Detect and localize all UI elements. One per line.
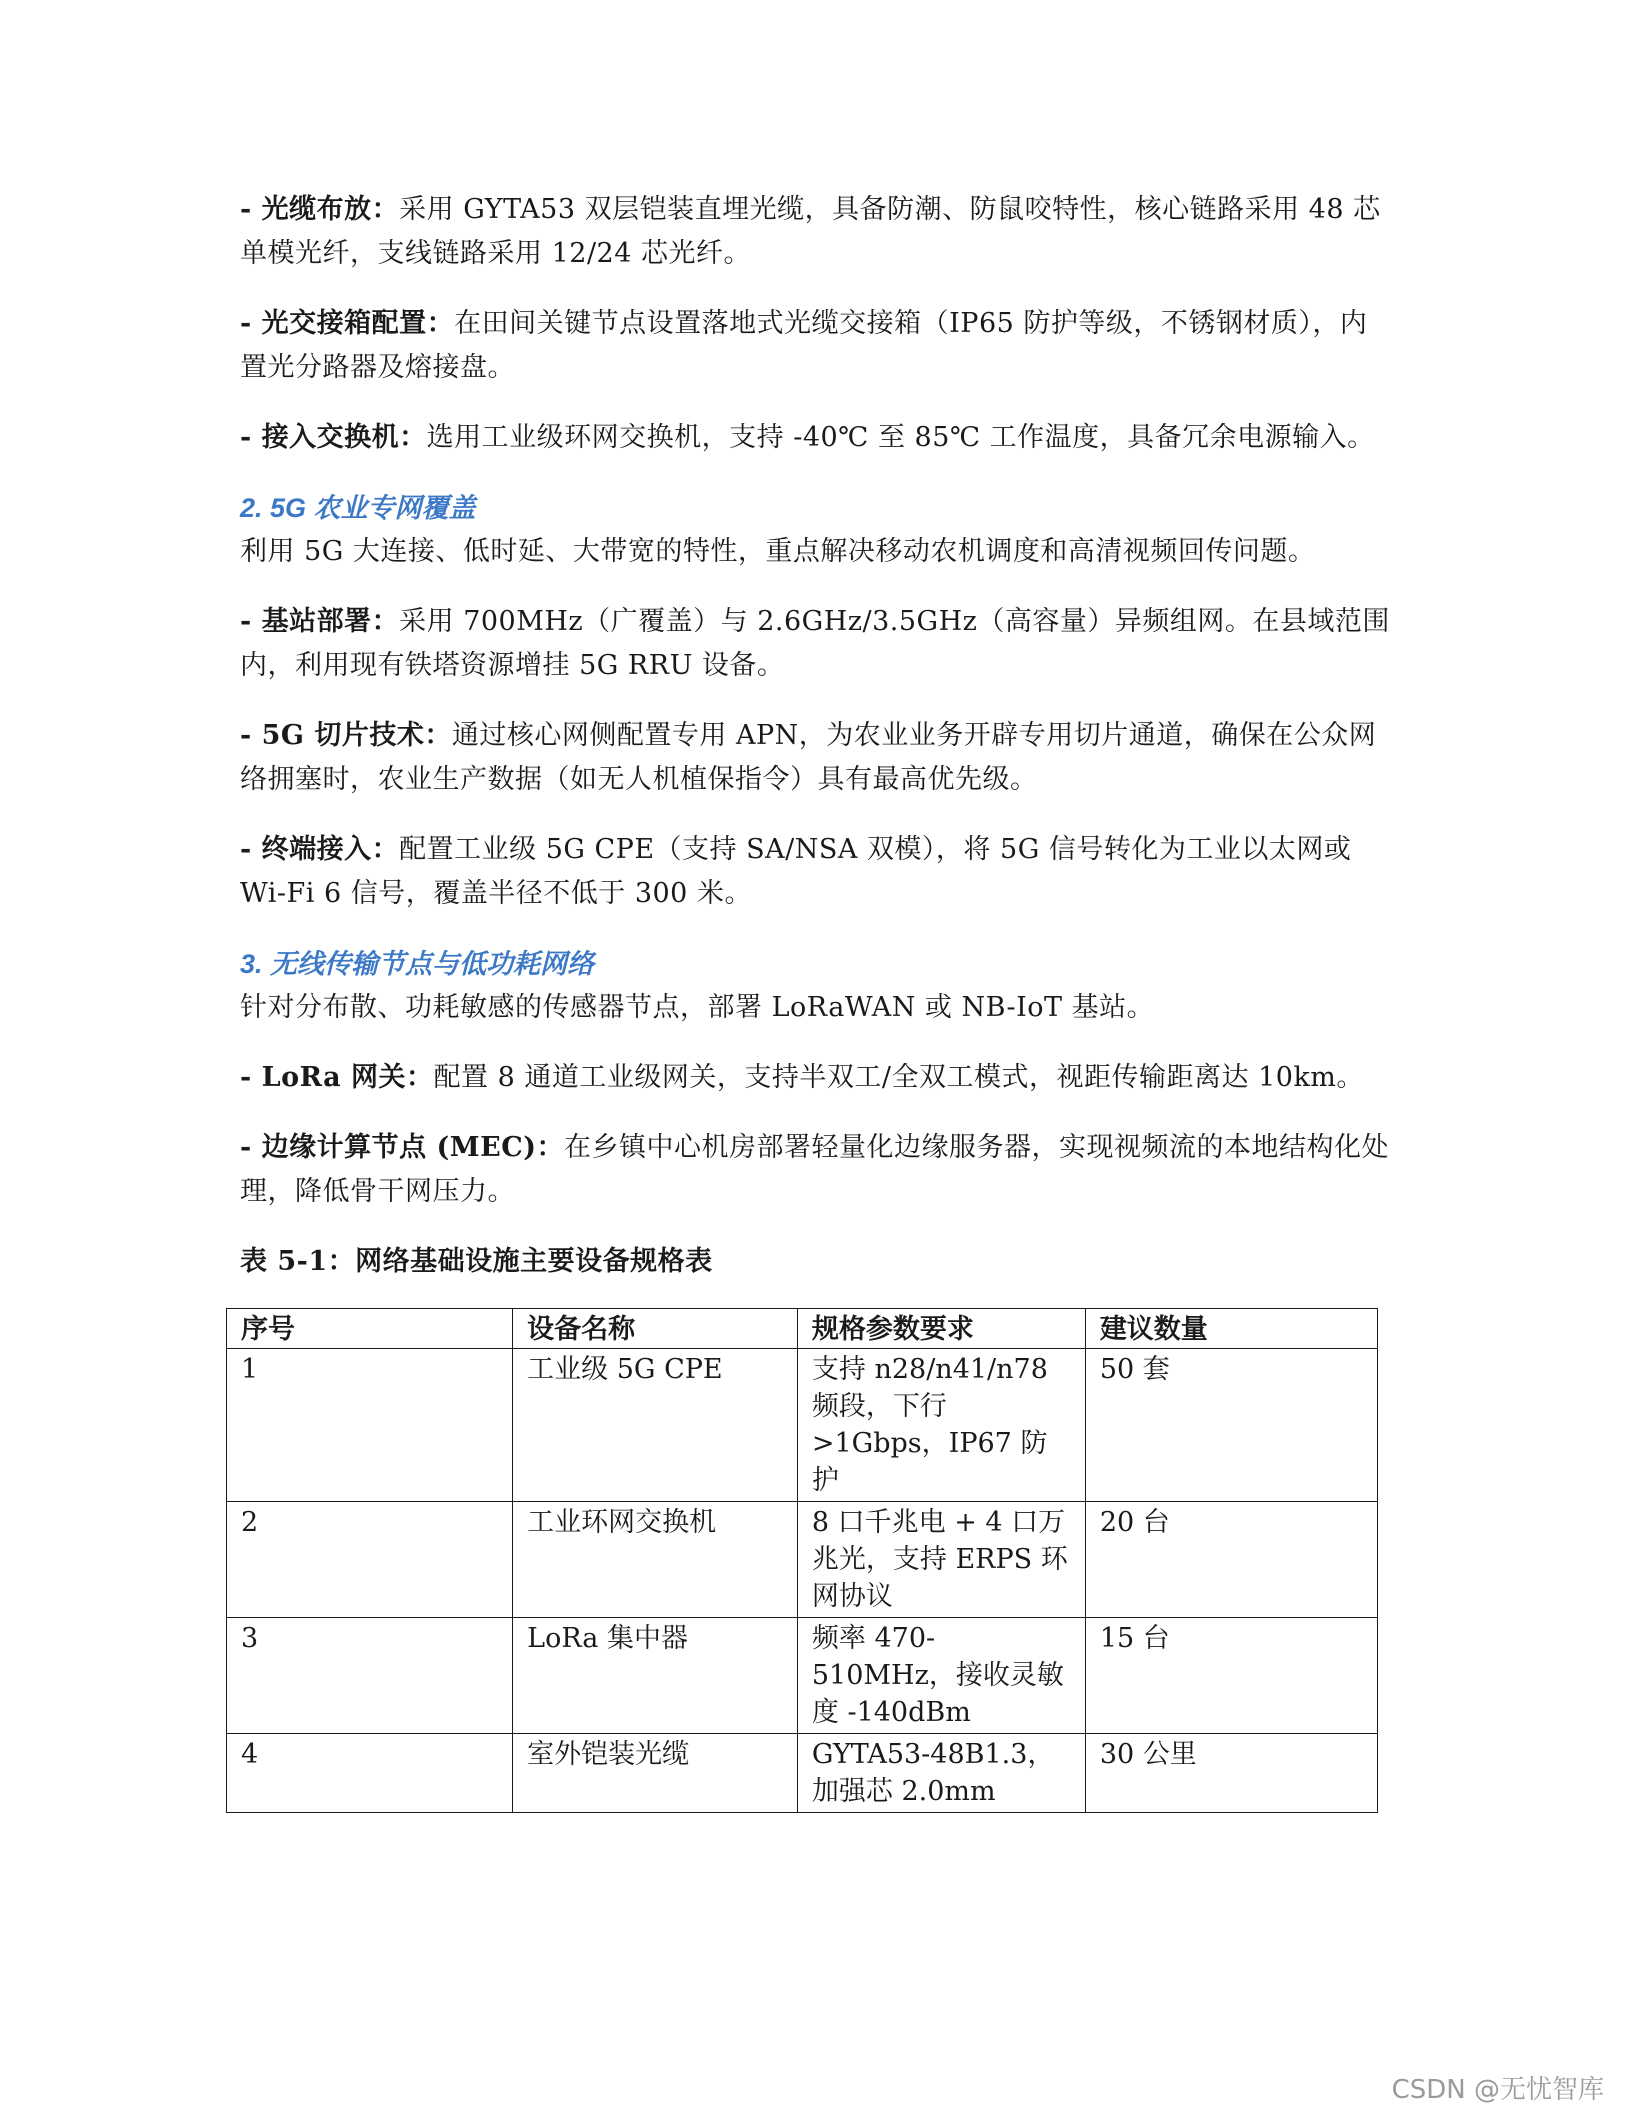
equipment-spec-table [226, 1308, 1378, 1813]
column-header: 设备名称 [513, 1309, 798, 1349]
section-heading-wireless: 3. 无线传输节点与低功耗网络 [240, 949, 595, 979]
paragraph-text: 在乡镇中心机房部署轻量化边缘服务器，实现视频流的本地结构化处理，降低骨干网压力。 [240, 1132, 1390, 1207]
paragraph-cross-box [240, 302, 1390, 390]
table-cell: 30 公里 [1085, 1734, 1377, 1813]
paragraph-text: 在田间关键节点设置落地式光缆交接箱（IP65 防护等级，不锈钢材质），内置光分路器及熔接盘。 [240, 308, 1368, 383]
paragraph-lead: - 5G 切片技术： [240, 720, 452, 751]
table-cell: 15 台 [1085, 1618, 1377, 1734]
paragraph-text: 采用 GYTA53 双层铠装直埋光缆，具备防潮、防鼠咬特性，核心链路采用 48 芯单模光纤，支线链路采用 12/24 芯光纤。 [240, 194, 1381, 269]
table-cell: 4 [227, 1734, 513, 1813]
paragraph-terminal-access [240, 828, 1390, 916]
watermark: CSDN @无忧智库 [1391, 2075, 1604, 2105]
paragraph-text: 通过核心网侧配置专用 APN，为农业业务开辟专用切片通道，确保在公众网络拥塞时，农业生产数据（如无人机植保指令）具有最高优先级。 [240, 720, 1377, 795]
table-cell: GYTA53-48B1.3，加强芯 2.0mm [797, 1734, 1085, 1813]
paragraph-text: 配置 8 通道工业级网关，支持半双工/全双工模式，视距传输距离达 10km。 [433, 1062, 1364, 1093]
table-cell: 20 台 [1085, 1502, 1377, 1618]
paragraph-lora-gateway [240, 1056, 1390, 1100]
paragraph-cable-laying [240, 188, 1390, 276]
paragraph-base-station [240, 600, 1390, 688]
paragraph-text: 选用工业级环网交换机，支持 -40℃ 至 85℃ 工作温度，具备冗余电源输入。 [426, 422, 1375, 453]
paragraph-5g-slicing [240, 714, 1390, 802]
paragraph-mec [240, 1126, 1390, 1214]
section-intro-5g: 利用 5G 大连接、低时延、大带宽的特性，重点解决移动农机调度和高清视频回传问题。 [240, 536, 1316, 567]
paragraph-lead: - 光缆布放： [240, 194, 400, 225]
paragraph-lead: - 基站部署： [240, 606, 400, 637]
paragraph-lead: - 边缘计算节点 (MEC)： [240, 1132, 565, 1163]
table-cell: 工业级 5G CPE [513, 1349, 798, 1502]
table-cell: 50 套 [1085, 1349, 1377, 1502]
table-cell: LoRa 集中器 [513, 1618, 798, 1734]
table-caption: 表 5-1：网络基础设施主要设备规格表 [240, 1246, 713, 1277]
paragraph-access-switch [240, 416, 1390, 460]
table-cell: 2 [227, 1502, 513, 1618]
table-header-row [227, 1309, 1378, 1349]
table-cell: 频率 470-510MHz，接收灵敏度 -140dBm [797, 1618, 1085, 1734]
paragraph-text: 配置工业级 5G CPE（支持 SA/NSA 双模），将 5G 信号转化为工业以太网或 Wi-Fi 6 信号，覆盖半径不低于 300 米。 [240, 834, 1352, 909]
table-cell: 支持 n28/n41/n78 频段，下行 >1Gbps，IP67 防护 [797, 1349, 1085, 1502]
column-header: 建议数量 [1085, 1309, 1377, 1349]
paragraph-lead: - LoRa 网关： [240, 1062, 434, 1093]
paragraph-lead: - 接入交换机： [240, 422, 427, 453]
paragraph-lead: - 终端接入： [240, 834, 400, 865]
table-cell: 3 [227, 1618, 513, 1734]
paragraph-text: 采用 700MHz（广覆盖）与 2.6GHz/3.5GHz（高容量）异频组网。在县域范围内，利用现有铁塔资源增挂 5G RRU 设备。 [240, 606, 1390, 681]
table-cell: 工业环网交换机 [513, 1502, 798, 1618]
table-cell: 1 [227, 1349, 513, 1502]
table-row [227, 1349, 1378, 1502]
document-body [240, 188, 1390, 1813]
table-cell: 室外铠装光缆 [513, 1734, 798, 1813]
column-header: 序号 [227, 1309, 513, 1349]
table-cell: 8 口千兆电 + 4 口万兆光，支持 ERPS 环网协议 [797, 1502, 1085, 1618]
column-header: 规格参数要求 [797, 1309, 1085, 1349]
table-row [227, 1618, 1378, 1734]
paragraph-lead: - 光交接箱配置： [240, 308, 455, 339]
table-row [227, 1502, 1378, 1618]
section-heading-5g: 2. 5G 农业专网覆盖 [240, 493, 476, 523]
section-intro-wireless: 针对分布散、功耗敏感的传感器节点，部署 LoRaWAN 或 NB-IoT 基站。 [240, 992, 1155, 1023]
table-row [227, 1734, 1378, 1813]
